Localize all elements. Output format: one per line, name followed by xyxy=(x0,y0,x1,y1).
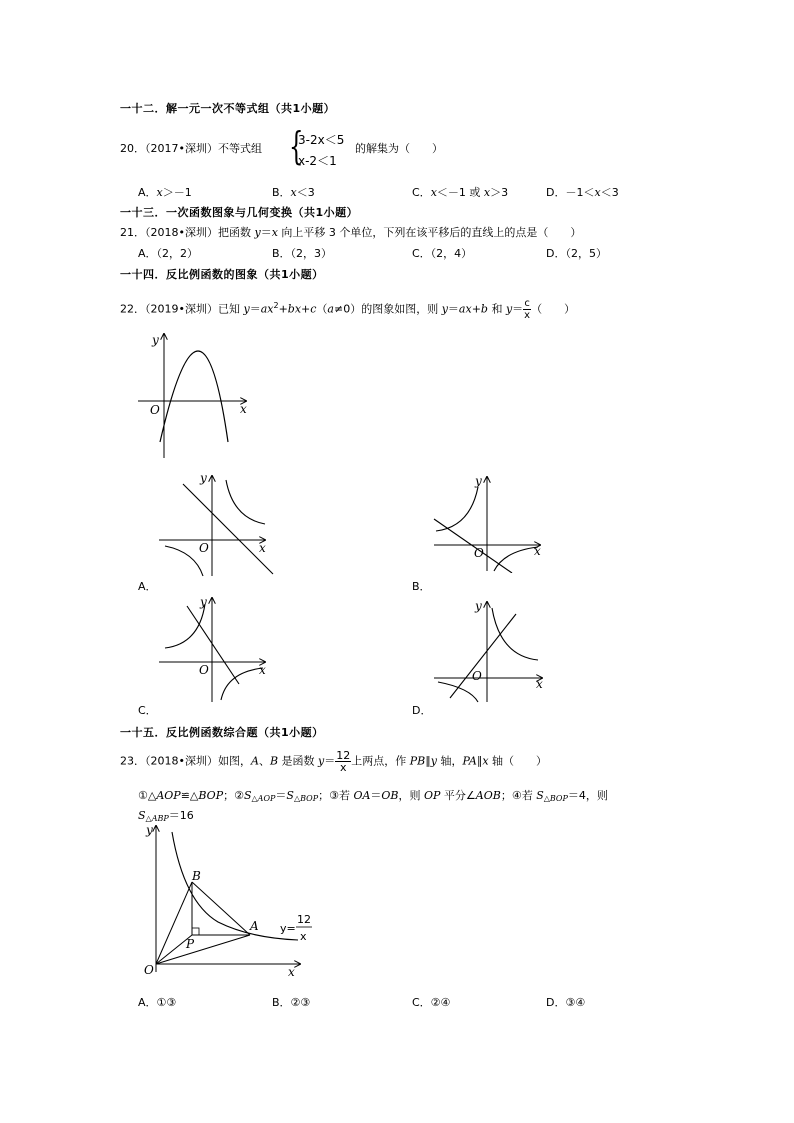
y-axis-label: y xyxy=(146,823,153,837)
section-heading-15: 一十五．反比例函数综合题（共1小题） xyxy=(120,726,324,739)
right-angle-mark xyxy=(192,928,199,935)
origin-label: O xyxy=(199,541,209,555)
point-P-label: P xyxy=(186,937,195,951)
q22-option-d-label: D． xyxy=(412,704,432,717)
section-heading-12: 一十二．解一元一次不等式组（共1小题） xyxy=(120,102,336,115)
hyperbola-branch-2 xyxy=(438,682,478,702)
segment-OA xyxy=(156,935,250,964)
q22-fraction: $\frac{c}{x}$ xyxy=(524,298,531,321)
point-A-label: A xyxy=(250,919,259,933)
q22-option-a-label: A． xyxy=(138,580,157,593)
q21-option-d: D．（2，5） xyxy=(546,247,607,260)
y-axis-label: y xyxy=(475,599,482,613)
parabola-curve xyxy=(160,351,228,442)
x-axis-label: x xyxy=(534,544,541,558)
x-axis-label: x xyxy=(536,677,543,691)
q23-option-a: A．①③ xyxy=(138,996,177,1009)
q20-option-d: D．－1＜x＜3 xyxy=(546,186,619,199)
hyperbola-branch-2 xyxy=(494,547,538,571)
q22-option-c-label: C． xyxy=(138,704,157,717)
q20-option-a: A．x＞－1 xyxy=(138,186,192,199)
q23-fraction: $\frac{12}{x}$ xyxy=(336,749,351,774)
origin-label: O xyxy=(150,403,160,417)
q20-inequality-1: 3-2x＜5 xyxy=(298,133,345,147)
line xyxy=(183,484,273,574)
q22-option-b-label: B． xyxy=(412,580,431,593)
y-axis-label: y xyxy=(200,595,207,609)
segment-AB xyxy=(192,882,250,935)
q22-option-c-graph xyxy=(155,592,275,704)
section-heading-14: 一十四．反比例函数的图象（共1小题） xyxy=(120,268,324,281)
q23-statements-line-1: ①△AOP≌△BOP；$②S_{\triangle AOP}=S_{\triangle BOP}$；③若 OA＝OB，则 OP 平分∠AOB；④若 $S_{\triangle BOP}=4$，则 xyxy=(138,789,608,803)
line xyxy=(450,614,516,698)
origin-label: O xyxy=(474,546,484,560)
section-heading-13: 一十三．一次函数图象与几何变换（共1小题） xyxy=(120,206,359,219)
hyperbola-branch-2 xyxy=(165,546,203,576)
x-axis-label: x xyxy=(240,402,247,416)
point-B-label: B xyxy=(192,869,201,883)
question-21-text: 21．（2018•深圳）把函数 y＝x 向上平移 3 个单位，下列在该平移后的直线上的点是（ ） xyxy=(120,226,582,239)
x-axis-label: x xyxy=(259,663,266,677)
y-axis-label: y xyxy=(200,471,207,485)
q21-option-c: C．（2，4） xyxy=(412,247,473,260)
q22-option-d-graph xyxy=(430,598,552,704)
line xyxy=(187,606,239,684)
x-axis-label: x xyxy=(288,965,295,979)
q20-source: （2017•深圳） xyxy=(145,142,218,155)
q20-text-after: 的解集为（ ） xyxy=(355,142,443,155)
question-22-text: 22．（2019•深圳）已知 $y=ax^2+bx+c(a\ne 0)$的图象如图，则 y＝ax+b 和 y＝ $\frac{c}{x}$ （ ） xyxy=(120,298,576,321)
curve-label: y= xyxy=(280,922,296,935)
q20-option-b: B．x＜3 xyxy=(272,186,315,199)
x-axis-label: x xyxy=(259,541,266,555)
q22-option-b-graph xyxy=(430,473,550,573)
curve-label-numerator: 12 xyxy=(297,913,311,926)
hyperbola-branch-2 xyxy=(221,668,263,700)
q23-statements-line-2: $S_{\triangle ABP}=16$ xyxy=(138,809,194,823)
q23-option-c: C．②④ xyxy=(412,996,451,1009)
segment-OB xyxy=(156,882,192,964)
q23-option-d: D．③④ xyxy=(546,996,586,1009)
q20-inequality-2: x-2＜1 xyxy=(298,154,337,168)
hyperbola-branch-1 xyxy=(226,480,265,524)
q21-option-b: B．（2，3） xyxy=(272,247,333,260)
y-axis-label: y xyxy=(152,333,159,347)
q20-number: 20． xyxy=(120,142,145,155)
q23-option-b: B．②③ xyxy=(272,996,311,1009)
q20-option-c: C．x＜－1 或 x＞3 xyxy=(412,186,509,199)
question-20-intro xyxy=(120,140,262,156)
origin-label: O xyxy=(199,663,209,677)
q22-parabola-figure xyxy=(130,330,260,462)
curve-label-denominator: x xyxy=(300,930,307,943)
q20-text-before: 不等式组 xyxy=(217,142,262,155)
q23-figure xyxy=(140,822,340,982)
y-axis-label: y xyxy=(475,474,482,488)
question-23-text: 23．（2018•深圳）如图，A、B 是函数 y＝ $\frac{12}{x}$ 上两点，作 PB∥y 轴，PA∥x 轴（ ） xyxy=(120,749,548,774)
origin-label: O xyxy=(144,963,154,977)
line xyxy=(434,519,512,573)
origin-label: O xyxy=(472,669,482,683)
q22-option-a-graph xyxy=(155,470,275,578)
q21-option-a: A．（2，2） xyxy=(138,247,199,260)
hyperbola-branch-1 xyxy=(165,604,205,648)
q20-brace: { xyxy=(289,124,304,168)
